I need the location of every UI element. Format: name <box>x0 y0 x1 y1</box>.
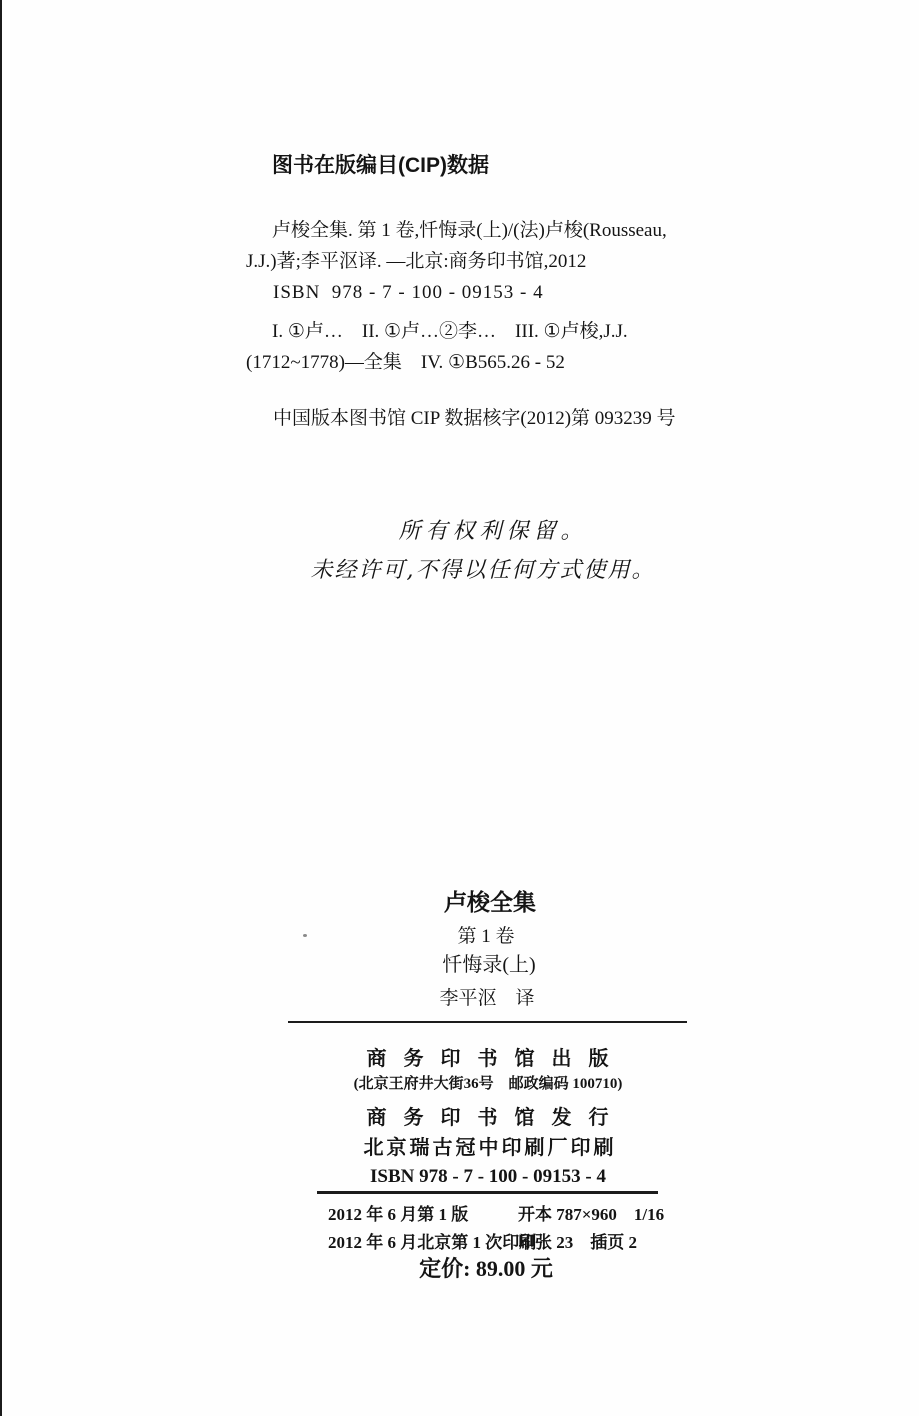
price-line: 定价: 89.00 元 <box>419 1256 553 1281</box>
scan-speck <box>303 934 307 937</box>
publisher-address: (北京王府井大街36号 邮政编码 100710) <box>353 1076 623 1092</box>
divider-bottom <box>317 1191 658 1194</box>
cip-classification-line-2: (1712~1778)—全集 IV. ①B565.26 - 52 <box>246 352 565 373</box>
scan-edge-line <box>0 0 2 1416</box>
cip-registry-number: 中国版本图书馆 CIP 数据核字(2012)第 093239 号 <box>273 408 676 429</box>
volume-label: 第 1 卷 <box>457 926 515 947</box>
distributor-line: 商务印书馆发行 <box>366 1107 626 1129</box>
cip-record-line-1: 卢梭全集. 第 1 卷,忏悔录(上)/(法)卢梭(Rousseau, <box>272 220 667 241</box>
cip-record-isbn: ISBN 978 - 7 - 100 - 09153 - 4 <box>273 282 544 303</box>
book-title: 忏悔录(上) <box>442 954 536 976</box>
cip-classification-line-1: I. ①卢… II. ①卢…②李… III. ①卢梭,J.J. <box>272 321 628 342</box>
rights-notice-line-2: 未经许可,不得以任何方式使用。 <box>310 558 656 583</box>
publisher-line: 商务印书馆出版 <box>366 1048 626 1070</box>
imprint-isbn: ISBN 978 - 7 - 100 - 09153 - 4 <box>370 1166 606 1187</box>
printer-line: 北京瑞古冠中印刷厂印刷 <box>363 1137 617 1159</box>
cip-heading: 图书在版编目(CIP)数据 <box>272 154 489 177</box>
format-line: 开本 787×960 1/16 <box>518 1205 665 1224</box>
translator-line: 李平沤 译 <box>439 988 535 1009</box>
edition-line: 2012 年 6 月第 1 版 <box>328 1205 469 1224</box>
series-title: 卢梭全集 <box>444 889 536 915</box>
printing-line: 2012 年 6 月北京第 1 次印刷 <box>328 1233 537 1252</box>
cip-record-line-2: J.J.)著;李平沤译. —北京:商务印书馆,2012 <box>246 251 587 272</box>
divider-top <box>288 1021 687 1023</box>
rights-notice-line-1: 所有权利保留。 <box>398 519 588 544</box>
sheets-line: 印张 23 插页 2 <box>518 1233 637 1252</box>
